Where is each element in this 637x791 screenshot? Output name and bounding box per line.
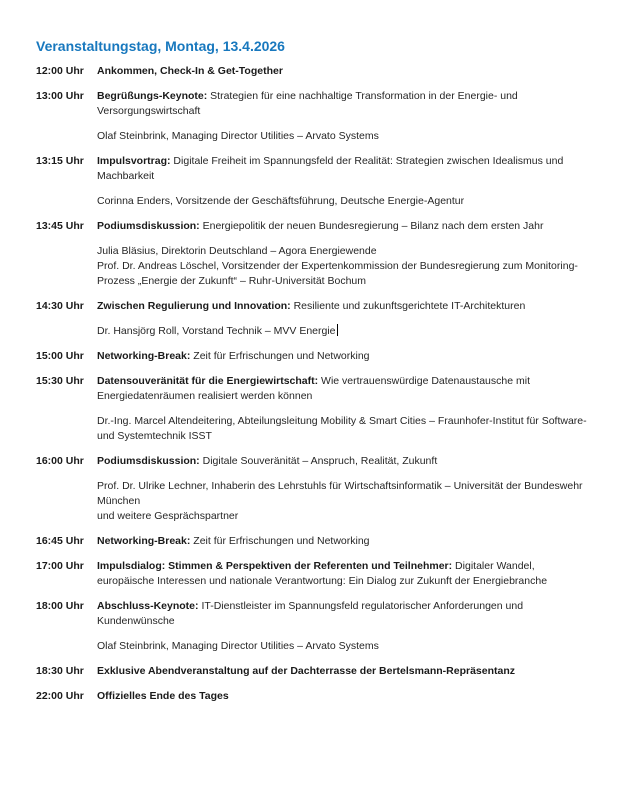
entry-title-lead: Abschluss-Keynote: <box>97 600 199 612</box>
entry-content <box>97 299 591 349</box>
entry-time: 17:00 Uhr <box>36 560 84 572</box>
entry-title-lead: Impulsvortrag: <box>97 155 171 167</box>
speaker-line: und weitere Gesprächspartner <box>97 510 239 522</box>
entry-title-rest: Energiepolitik der neuen Bundesregierung – Bilanz nach dem ersten Jahr <box>199 220 544 232</box>
page-title: Veranstaltungstag, Montag, 13.4.2026 <box>36 38 285 54</box>
entry-title <box>97 154 591 184</box>
entry-time: 13:00 Uhr <box>36 90 84 102</box>
speaker-line: Prof. Dr. Andreas Löschel, Vorsitzender der Expertenkommission der Bundesregierung zum Monitoring-Prozess „Energie der Zukunft“ – Ruhr-Universität Bochum <box>97 260 578 287</box>
entry-content <box>97 374 591 454</box>
entry-title-rest: Zeit für Erfrischungen und Networking <box>190 350 370 362</box>
entry-content <box>97 154 591 219</box>
entry-speakers <box>97 479 591 524</box>
entry-time: 15:00 Uhr <box>36 350 84 362</box>
entry-title-rest: Digitaler Wandel, europäische Interessen und nationale Verantwortung: Ein Dialog zur Zukunft der Energiebranche <box>97 560 548 587</box>
entry-content <box>97 664 591 689</box>
schedule-entry <box>36 374 591 454</box>
entry-content <box>97 89 591 154</box>
entry-title-lead: Exklusive Abendveranstaltung auf der Dachterrasse der Bertelsmann-Repräsentanz <box>97 665 516 677</box>
entry-title <box>97 89 591 119</box>
speaker-line: Olaf Steinbrink, Managing Director Utilities – Arvato Systems <box>97 130 379 142</box>
entry-speakers <box>97 244 591 289</box>
entry-time: 12:00 Uhr <box>36 65 84 77</box>
entry-title <box>97 599 591 629</box>
schedule-entry <box>36 89 591 154</box>
entry-content <box>97 349 591 374</box>
schedule-entry <box>36 664 591 689</box>
entry-title-lead: Zwischen Regulierung und Innovation: <box>97 300 291 312</box>
entry-time: 14:30 Uhr <box>36 300 84 312</box>
entry-content <box>97 454 591 534</box>
entry-title-rest: Digitale Freiheit im Spannungsfeld der Realität: Strategien zwischen Idealismus und Machbarkeit <box>97 155 564 182</box>
schedule-entry <box>36 689 591 714</box>
entry-time: 22:00 Uhr <box>36 690 84 702</box>
entry-title-lead: Podiumsdiskussion: <box>97 455 200 467</box>
text-cursor <box>337 324 338 336</box>
entry-content <box>97 559 591 599</box>
entry-time: 18:00 Uhr <box>36 600 84 612</box>
speaker-line: Prof. Dr. Ulrike Lechner, Inhaberin des Lehrstuhls für Wirtschaftsinformatik – Universität der Bundeswehr München <box>97 480 583 507</box>
schedule <box>36 64 591 714</box>
entry-title-rest: Strategien für eine nachhaltige Transformation in der Energie- und Versorgungswirtschaft <box>97 90 518 117</box>
entry-title-lead: Ankommen, Check-In & Get-Together <box>97 65 283 77</box>
entry-speakers <box>97 194 591 209</box>
entry-title-rest: Resiliente und zukunftsgerichtete IT-Architekturen <box>290 300 526 312</box>
entry-title-rest: IT-Dienstleister im Spannungsfeld regulatorischer Anforderungen und Kundenwünsche <box>97 600 524 627</box>
entry-time: 15:30 Uhr <box>36 375 84 387</box>
entry-content <box>97 64 591 89</box>
schedule-entry <box>36 534 591 559</box>
entry-speakers <box>97 414 591 444</box>
schedule-entry <box>36 154 591 219</box>
schedule-entry <box>36 454 591 534</box>
speaker-line: Olaf Steinbrink, Managing Director Utilities – Arvato Systems <box>97 640 379 652</box>
entry-time: 16:00 Uhr <box>36 455 84 467</box>
entry-title <box>97 559 591 589</box>
entry-title-rest: Wie vertrauenswürdige Datenaustausche mit Energiedatenräumen realisiert werden können <box>97 375 530 402</box>
schedule-entry <box>36 219 591 299</box>
speaker-line: Corinna Enders, Vorsitzende der Geschäftsführung, Deutsche Energie-Agentur <box>97 195 465 207</box>
entry-title-lead: Networking-Break: <box>97 350 191 362</box>
entry-title <box>97 349 591 364</box>
entry-title <box>97 64 591 79</box>
entry-title-lead: Begrüßungs-Keynote: <box>97 90 208 102</box>
entry-content <box>97 689 591 714</box>
entry-title <box>97 534 591 549</box>
schedule-entry <box>36 349 591 374</box>
entry-time: 16:45 Uhr <box>36 535 84 547</box>
schedule-entry <box>36 599 591 664</box>
schedule-entry <box>36 559 591 599</box>
speaker-line: Dr.-Ing. Marcel Altendeitering, Abteilungsleitung Mobility & Smart Cities – Fraunhofer-Institut für Software- und Systemtechnik ISST <box>97 415 587 442</box>
entry-title <box>97 299 591 314</box>
entry-title-lead: Datensouveränität für die Energiewirtschaft: <box>97 375 319 387</box>
entry-time: 18:30 Uhr <box>36 665 84 677</box>
entry-content <box>97 219 591 299</box>
entry-title <box>97 689 591 704</box>
entry-title-lead: Impulsdialog: Stimmen & Perspektiven der Referenten und Teilnehmer: <box>97 560 453 572</box>
schedule-entry <box>36 64 591 89</box>
entry-title-rest: Zeit für Erfrischungen und Networking <box>190 535 370 547</box>
entry-speakers <box>97 129 591 144</box>
entry-title <box>97 374 591 404</box>
entry-time: 13:45 Uhr <box>36 220 84 232</box>
entry-title <box>97 219 591 234</box>
speaker-line: Julia Bläsius, Direktorin Deutschland – Agora Energiewende <box>97 245 377 257</box>
entry-title-lead: Podiumsdiskussion: <box>97 220 200 232</box>
entry-speakers <box>97 639 591 654</box>
schedule-entry <box>36 299 591 349</box>
entry-title-rest: Digitale Souveränität – Anspruch, Realität, Zukunft <box>199 455 438 467</box>
speaker-line: Dr. Hansjörg Roll, Vorstand Technik – MVV Energie <box>97 325 336 337</box>
entry-title <box>97 664 591 679</box>
entry-title <box>97 454 591 469</box>
entry-content <box>97 599 591 664</box>
entry-title-lead: Networking-Break: <box>97 535 191 547</box>
entry-content <box>97 534 591 559</box>
entry-time: 13:15 Uhr <box>36 155 84 167</box>
entry-speakers <box>97 324 591 339</box>
entry-title-lead: Offizielles Ende des Tages <box>97 690 229 702</box>
